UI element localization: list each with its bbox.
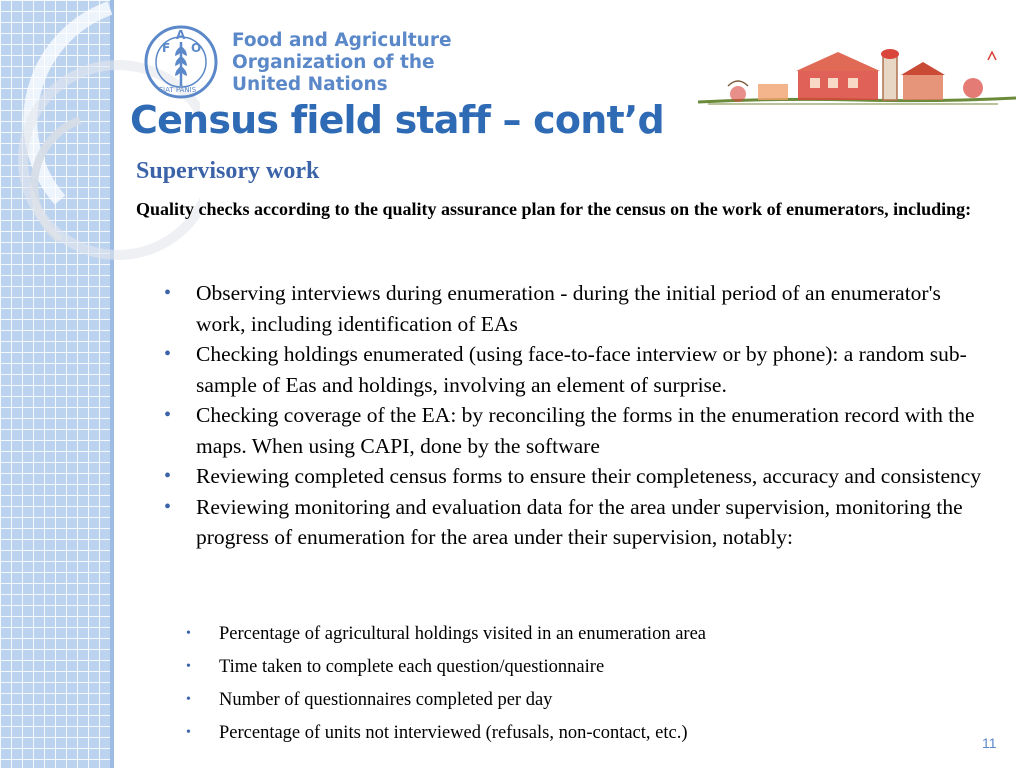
organization-name-line: United Nations [232, 74, 388, 95]
fao-logo [142, 24, 452, 100]
bullet-dot-icon: • [164, 404, 172, 426]
list-item [164, 400, 994, 461]
organization-name-line: Organization of the [232, 52, 435, 73]
list-item-text: Checking coverage of the EA: by reconciling the forms in the enumeration record with the maps. When using CAPI, done by the software [196, 403, 975, 458]
sub-list-item-text: Percentage of agricultural holdings visited in an enumeration area [219, 624, 706, 644]
sub-list-item [186, 651, 986, 684]
bullet-dot-icon: • [186, 725, 191, 740]
fao-wheat-emblem-icon [142, 24, 220, 100]
emblem-letter: F [162, 41, 171, 55]
page-title: Census field staff – cont’d [130, 98, 664, 142]
sub-list-item-text: Number of questionnaires completed per day [219, 690, 553, 710]
bullet-dot-icon: • [164, 465, 172, 487]
bullet-dot-icon: • [164, 495, 172, 518]
bullet-dot-icon: • [164, 282, 172, 304]
emblem-motto: FIAT PANIS [159, 86, 197, 94]
section-subtitle: Supervisory work [136, 158, 320, 184]
sub-list-item [186, 717, 986, 750]
sub-list-item-text: Time taken to complete each question/questionnaire [219, 657, 605, 677]
intro-paragraph: Quality checks according to the quality assurance plan for the census on the work of enumerators, including: [136, 199, 972, 219]
list-item [164, 492, 994, 553]
list-item [164, 278, 994, 339]
emblem-letter: A [176, 28, 186, 42]
bullet-list [164, 278, 994, 553]
sub-list-item [186, 684, 986, 717]
bullet-dot-icon: • [186, 626, 191, 641]
bullet-dot-icon: • [164, 343, 172, 365]
organization-name-line: Food and Agriculture [232, 30, 452, 51]
list-item-text: Observing interviews during enumeration - during the initial period of an enumerator's work, including identification of EAs [196, 281, 941, 336]
list-item [164, 339, 994, 400]
sub-list-item [186, 618, 986, 651]
organization-name [232, 30, 452, 96]
emblem-letter: O [191, 41, 202, 55]
bullet-dot-icon: • [186, 659, 191, 674]
sub-list-item-text: Percentage of units not interviewed (refusals, non-contact, etc.) [219, 723, 688, 743]
sub-bullet-list [186, 618, 986, 750]
list-item [164, 461, 994, 492]
farm-illustration-icon [698, 40, 1016, 110]
list-item-text: Reviewing monitoring and evaluation data for the area under supervision, monitoring the progress of enumeration for the area under their supervision, notably: [196, 494, 963, 549]
page-number: 11 [982, 735, 997, 751]
list-item-text: Checking holdings enumerated (using face-to-face interview or by phone): a random sub-sample of Eas and holdings, involving an element of surprise. [196, 342, 967, 397]
list-item-text: Reviewing completed census forms to ensure their completeness, accuracy and consistency [196, 464, 982, 488]
bullet-dot-icon: • [186, 692, 191, 707]
